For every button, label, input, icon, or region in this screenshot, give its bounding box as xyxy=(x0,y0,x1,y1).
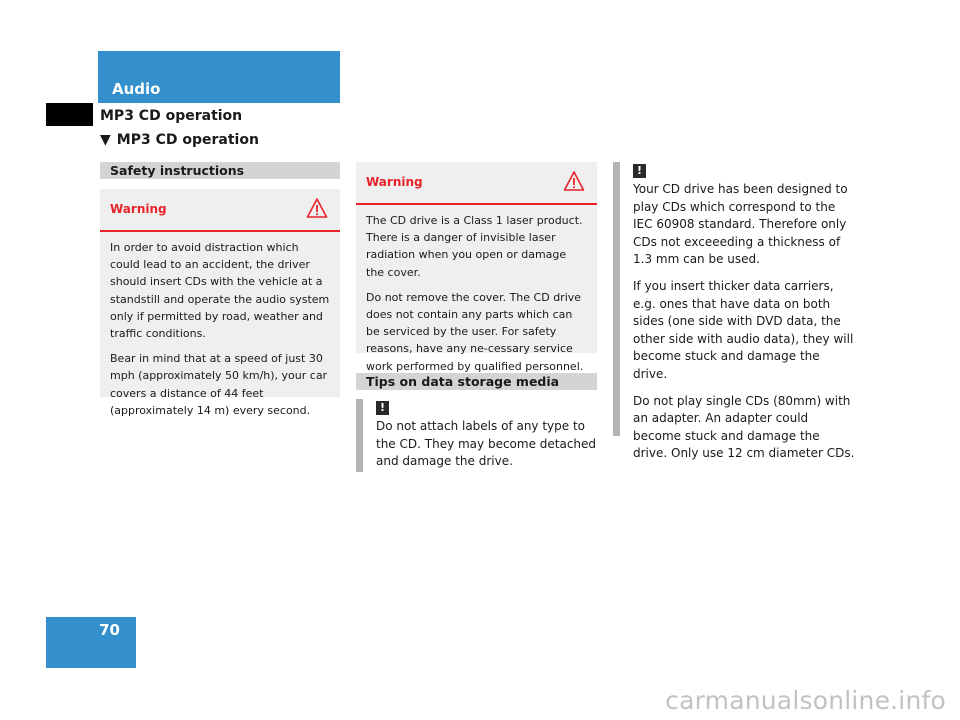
warning-header xyxy=(356,162,597,205)
warning-box-laser xyxy=(356,162,597,373)
data-storage-tips-heading: Tips on data storage media xyxy=(356,373,597,390)
warning-triangle-icon xyxy=(563,170,585,192)
section-marker-icon: ▼ xyxy=(100,132,111,148)
section-title-text: MP3 CD operation xyxy=(116,132,259,148)
warning-title: Warning xyxy=(366,175,423,189)
safety-instructions-heading: Safety instructions xyxy=(100,162,340,179)
page-subheading: MP3 CD operation xyxy=(100,108,243,124)
exclamation-icon: ! xyxy=(376,401,389,415)
page-number-tab xyxy=(46,617,136,668)
warning-body xyxy=(100,232,340,425)
exclamation-icon: ! xyxy=(633,164,646,178)
chapter-marker xyxy=(46,103,93,126)
watermark: carmanualsonline.info xyxy=(665,686,946,715)
note-text: Do not attach labels of any type to the CD. They may become detached and damage the drive. xyxy=(376,419,597,469)
warning-paragraph: In order to avoid distraction which could lead to an accident, the driver should insert CDs with the vehicle at a standstill and operate the audio system only if permitted by road, weather and traffic conditions. xyxy=(110,241,330,341)
note-paragraph: Your CD drive has been designed to play CDs which correspond to the IEC 60908 standard. Therefore only CDs not exceeeding a thickness of 1.3 mm can be used. xyxy=(633,182,848,267)
page-number: 70 xyxy=(99,621,120,639)
warning-paragraph: The CD drive is a Class 1 laser product. There is a danger of invisible laser radiation when you open or damage the cover. xyxy=(366,214,583,279)
warning-box-distraction xyxy=(100,189,340,417)
chapter-tab xyxy=(98,51,340,103)
warning-triangle-icon xyxy=(306,197,328,219)
note-paragraph: If you insert thicker data carriers, e.g. ones that have data on both sides (one side with DVD data, the other side with audio data), they will become stuck and damage the drive. xyxy=(633,278,854,381)
warning-paragraph: Bear in mind that at a speed of just 30 mph (approximately 50 km/h), your car covers a distance of 44 feet (approximately 14 m) every second. xyxy=(110,352,328,417)
section-title xyxy=(100,132,259,148)
note-cd-standards xyxy=(613,162,856,461)
warning-body xyxy=(356,205,597,381)
note-labels xyxy=(356,399,597,472)
warning-header xyxy=(100,189,340,232)
chapter-title: Audio xyxy=(112,80,161,98)
note-paragraph: Do not play single CDs (80mm) with an adapter. An adapter could become stuck and damage the drive. Only use 12 cm diameter CDs. xyxy=(633,393,855,461)
warning-title: Warning xyxy=(110,202,167,216)
warning-paragraph: Do not remove the cover. The CD drive does not contain any parts which can be serviced by the user. For safety reasons, have any ne-cessary service work performed by qualified personnel. xyxy=(366,290,584,373)
